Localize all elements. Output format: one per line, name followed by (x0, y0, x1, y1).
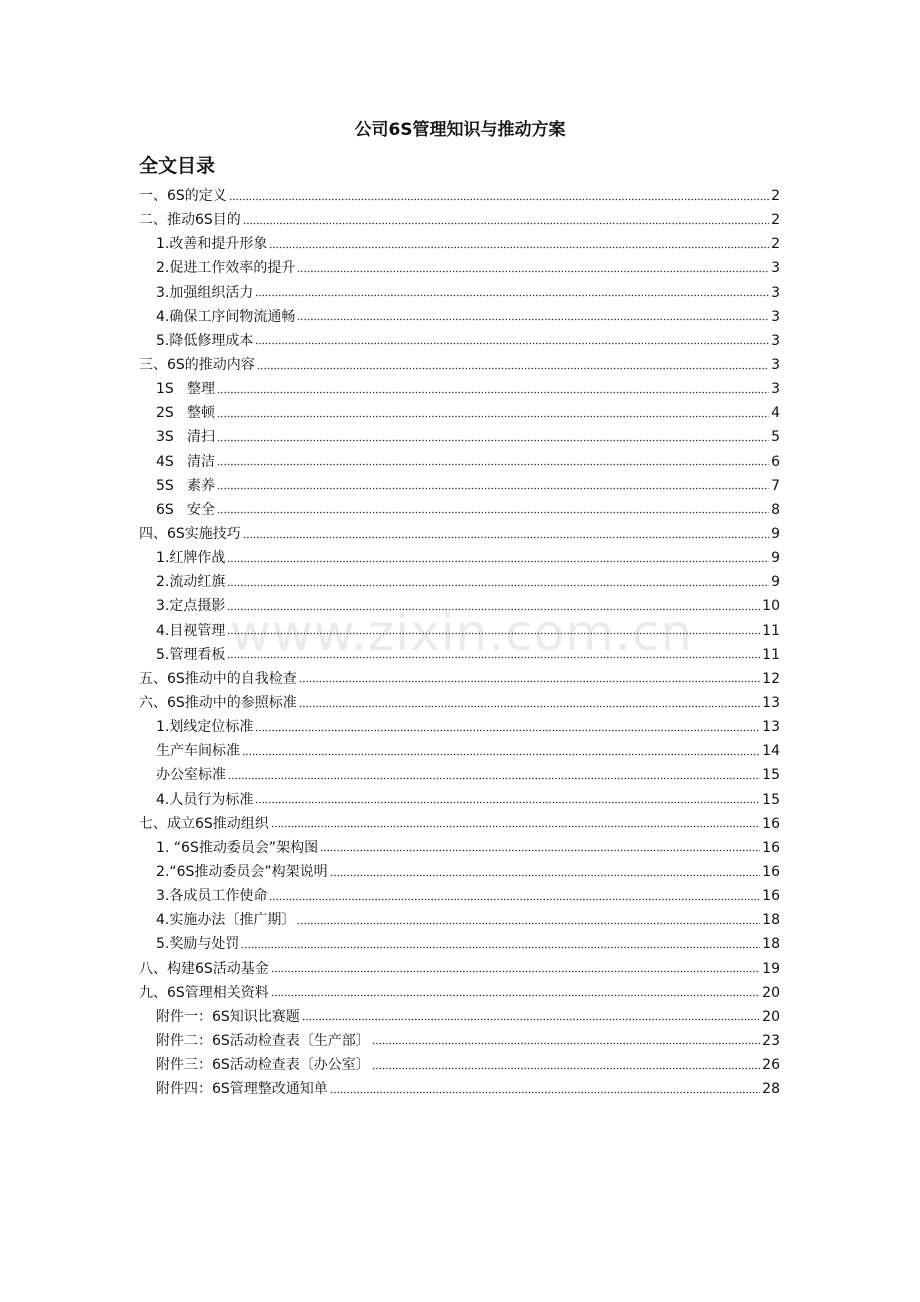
toc-entry-label: 1.红牌作战 (156, 550, 226, 567)
toc-entry[interactable] (139, 401, 780, 425)
toc-entry-text: 整理 (187, 381, 215, 398)
toc-entry[interactable] (139, 232, 780, 256)
toc-entry-code: 6S (156, 501, 174, 518)
toc-dot-leader (269, 243, 769, 252)
toc-dot-leader (297, 315, 769, 324)
toc-page-number: 28 (762, 1081, 780, 1098)
toc-page-number: 13 (762, 719, 780, 736)
toc-entry[interactable] (139, 208, 780, 232)
toc-dot-leader (372, 1039, 760, 1048)
toc-entry-label: 八、构建6S活动基金 (139, 960, 269, 977)
toc-entry-label: 4.目视管理 (156, 622, 226, 639)
toc-entry[interactable] (139, 643, 780, 667)
toc-entry[interactable] (139, 281, 780, 305)
toc-dot-leader (330, 871, 761, 880)
toc-entry[interactable] (139, 1077, 780, 1101)
toc-entry[interactable] (139, 763, 780, 787)
toc-dot-leader (299, 677, 760, 686)
toc-entry[interactable] (139, 836, 780, 860)
toc-entry[interactable] (139, 1053, 780, 1077)
toc-entry-text: 安全 (187, 501, 215, 518)
toc-entry-label: 5.奖励与处罚 (156, 936, 240, 953)
toc-page-number: 2 (771, 236, 780, 253)
toc-dot-leader (257, 364, 769, 373)
toc-dot-leader (227, 605, 760, 614)
toc-dot-leader (320, 846, 760, 855)
toc-entry-text: 整顿 (187, 405, 215, 422)
toc-page-number: 16 (762, 864, 780, 880)
toc-page-number: 10 (762, 598, 780, 615)
toc-entry[interactable] (139, 305, 780, 329)
toc-page-number: 14 (762, 743, 780, 760)
toc-page-number: 20 (762, 984, 780, 1001)
toc-entry[interactable] (139, 619, 780, 643)
toc-entry-code: 3S (156, 429, 174, 446)
toc-entry-code: 5S (156, 477, 174, 494)
toc-dot-leader (269, 895, 760, 904)
toc-dot-leader (255, 339, 769, 348)
toc-entry-label: 1.划线定位标准 (156, 719, 254, 736)
toc-page-number: 8 (771, 501, 780, 518)
toc-dot-leader (243, 533, 769, 542)
toc-entry-label: 九、6S管理相关资料 (139, 984, 269, 1001)
toc-dot-leader (227, 653, 760, 662)
toc-dot-leader (217, 412, 769, 421)
toc-entry-label: 1. “6S推动委员会”架构图 (156, 839, 319, 856)
toc-dot-leader (227, 581, 769, 590)
toc-entry[interactable] (139, 329, 780, 353)
toc-page-number: 2 (771, 212, 780, 229)
toc-entry-code: 1S (156, 381, 174, 398)
toc-dot-leader (297, 919, 760, 928)
toc-dot-leader (217, 484, 769, 493)
toc-entry[interactable] (139, 1029, 780, 1053)
toc-dot-leader (228, 774, 760, 783)
toc-entry[interactable] (139, 932, 780, 956)
toc-page-number: 19 (762, 960, 780, 977)
toc-dot-leader (271, 991, 760, 1000)
toc-entry-label (156, 380, 215, 398)
toc-entry-label: 2.“6S推动委员会”构架说明 (156, 864, 328, 880)
toc-dot-leader (330, 1088, 760, 1097)
toc-heading: 全文目录 (139, 155, 216, 177)
toc-entry-label: 2.流动红旗 (156, 574, 226, 591)
toc-page-number: 7 (771, 477, 780, 494)
toc-entry[interactable] (139, 788, 780, 812)
toc-entry[interactable] (139, 1005, 780, 1029)
toc-entry[interactable] (139, 522, 780, 546)
toc-page-number: 3 (771, 260, 780, 277)
toc-entry-code: 2S (156, 405, 174, 422)
toc-entry-label: 三、6S的推动内容 (139, 357, 255, 374)
toc-entry-label: 附件四：6S管理整改通知单 (156, 1081, 328, 1098)
toc-page-number: 4 (771, 405, 780, 422)
toc-page-number: 3 (771, 357, 780, 374)
toc-entry-label: 4.实施办法〔推广期〕 (156, 912, 296, 929)
toc-entry-label: 五、6S推动中的自我检查 (139, 670, 297, 687)
toc-entry-label: 附件一：6S知识比赛题 (156, 1008, 300, 1025)
toc-page-number: 3 (771, 381, 780, 398)
toc-entry-label: 六、6S推动中的参照标准 (139, 695, 297, 712)
toc-dot-leader (227, 557, 769, 566)
toc-dot-leader (372, 1064, 760, 1073)
toc-entry[interactable] (139, 981, 780, 1005)
toc-page-number: 5 (771, 429, 780, 446)
toc-entry-label: 七、成立6S推动组织 (139, 815, 269, 832)
toc-page-number: 23 (762, 1032, 780, 1049)
toc-entry-label: 5.管理看板 (156, 646, 226, 663)
toc-dot-leader (299, 702, 760, 711)
toc-entry-label: 四、6S实施技巧 (139, 526, 241, 543)
toc-entry[interactable] (139, 450, 780, 474)
toc-entry[interactable] (139, 570, 780, 594)
toc-entry-label: 办公室标准 (156, 767, 226, 784)
toc-entry-label (156, 428, 215, 446)
toc-dot-leader (227, 629, 760, 638)
toc-dot-leader (255, 798, 760, 807)
toc-entry[interactable] (139, 739, 780, 763)
toc-page-number: 16 (762, 815, 780, 832)
toc-page-number: 9 (771, 526, 780, 543)
toc-entry-label: 3.加强组织活力 (156, 284, 254, 301)
toc-page-number: 3 (771, 332, 780, 349)
toc-dot-leader (271, 822, 760, 831)
toc-page-number: 26 (762, 1057, 780, 1074)
toc-entry[interactable] (139, 957, 780, 981)
toc-dot-leader (241, 943, 760, 952)
toc-entry-text: 清洁 (187, 453, 215, 470)
toc-entry[interactable] (139, 860, 780, 884)
toc-dot-leader (297, 267, 769, 276)
toc-page-number: 11 (762, 622, 780, 639)
document-title: 公司6S管理知识与推动方案 (354, 120, 566, 140)
toc-entry[interactable] (139, 377, 780, 401)
toc-entry[interactable] (139, 425, 780, 449)
toc-entry-code: 4S (156, 453, 174, 470)
toc-page-number: 3 (771, 284, 780, 301)
toc-entry[interactable] (139, 474, 780, 498)
toc-entry[interactable] (139, 353, 780, 377)
toc-dot-leader (255, 726, 760, 735)
toc-entry-label: 附件二：6S活动检查表〔生产部〕 (156, 1032, 370, 1049)
toc-entry-label: 4.人员行为标准 (156, 791, 254, 808)
toc-entry[interactable] (139, 546, 780, 570)
toc-entry-label: 一、6S的定义 (139, 188, 227, 205)
toc-entry[interactable] (139, 498, 780, 522)
toc-page-number: 9 (771, 574, 780, 591)
toc-entry-label: 生产车间标准 (156, 743, 240, 760)
toc-entry-label (156, 501, 215, 519)
toc-entry-text: 素养 (187, 477, 215, 494)
toc-dot-leader (271, 967, 760, 976)
toc-page-number: 20 (762, 1008, 780, 1025)
toc-entry-label: 5.降低修理成本 (156, 332, 254, 349)
toc-dot-leader (217, 508, 769, 517)
toc-page-number: 16 (762, 839, 780, 856)
toc-entry-label: 3.定点摄影 (156, 598, 226, 615)
toc-entry[interactable] (139, 715, 780, 739)
toc-entry-label: 3.各成员工作使命 (156, 888, 268, 905)
toc-dot-leader (243, 219, 769, 228)
toc-entry-label: 二、推动6S目的 (139, 212, 241, 229)
toc-dot-leader (242, 750, 760, 759)
toc-page-number: 12 (762, 670, 780, 687)
toc-entry-label: 1.改善和提升形象 (156, 236, 268, 253)
toc-entry[interactable] (139, 667, 780, 691)
toc-page-number: 15 (762, 791, 780, 808)
watermark: www.zixin.com.cn (230, 604, 694, 662)
toc-page-number: 6 (771, 453, 780, 470)
toc-page-number: 9 (771, 550, 780, 567)
toc-page-number: 16 (762, 888, 780, 905)
toc-entry[interactable] (139, 812, 780, 836)
toc-page-number: 3 (771, 308, 780, 325)
toc-dot-leader (255, 291, 769, 300)
toc-page-number: 13 (762, 695, 780, 712)
toc-entry-text: 清扫 (187, 429, 215, 446)
toc-entry-label: 4.确保工序间物流通畅 (156, 308, 296, 325)
toc-page-number: 18 (762, 936, 780, 953)
toc-entry[interactable] (139, 594, 780, 618)
toc-entry[interactable] (139, 184, 780, 208)
toc-entry[interactable] (139, 691, 780, 715)
toc-dot-leader (229, 195, 769, 204)
toc-entry-label: 附件三：6S活动检查表〔办公室〕 (156, 1057, 370, 1074)
table-of-contents (139, 184, 780, 1101)
toc-entry[interactable] (139, 884, 780, 908)
toc-entry-label (156, 477, 215, 495)
toc-dot-leader (217, 460, 769, 469)
toc-dot-leader (302, 1015, 760, 1024)
toc-dot-leader (217, 436, 769, 445)
toc-page-number: 15 (762, 767, 780, 784)
toc-entry-label: 2.促进工作效率的提升 (156, 260, 296, 277)
toc-entry-label (156, 404, 215, 422)
toc-entry[interactable] (139, 256, 780, 280)
toc-dot-leader (217, 388, 769, 397)
toc-page-number: 2 (771, 188, 780, 205)
toc-page-number: 11 (762, 646, 780, 663)
toc-entry[interactable] (139, 908, 780, 932)
toc-entry-label (156, 453, 215, 471)
toc-page-number: 18 (762, 912, 780, 929)
